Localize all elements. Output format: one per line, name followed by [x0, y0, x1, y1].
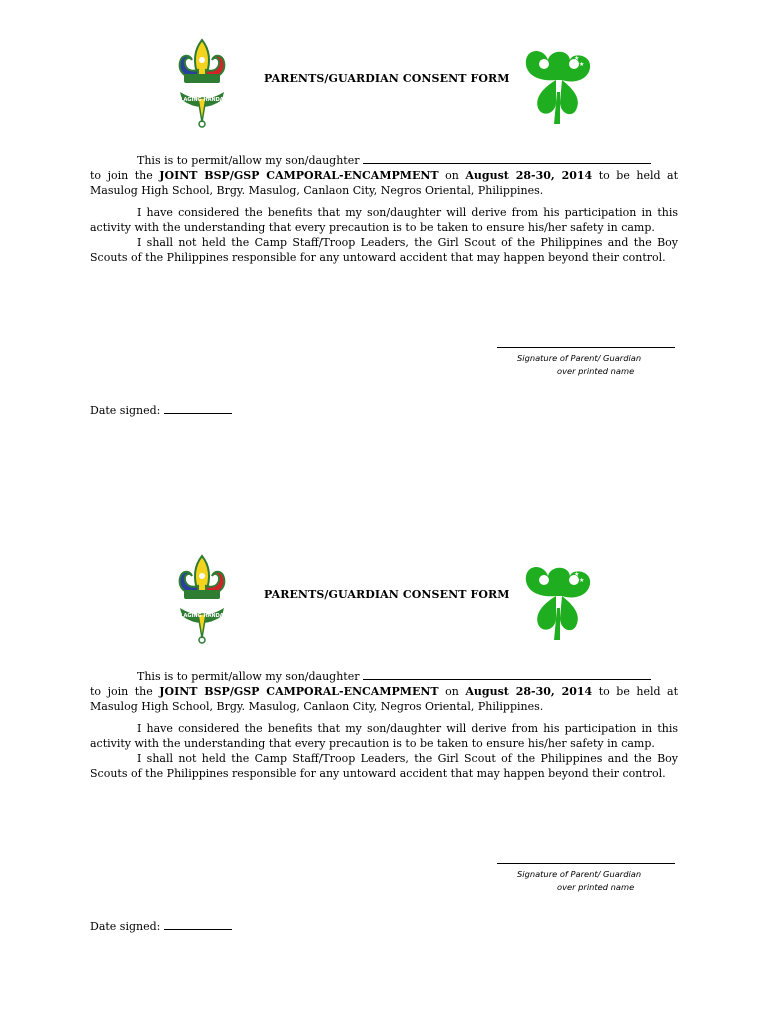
join-prefix: to join the — [90, 168, 160, 182]
signature-label-line-1: Signature of Parent/ Guardian — [517, 869, 642, 879]
svg-text:★: ★ — [579, 577, 585, 584]
svg-text:★: ★ — [579, 61, 585, 68]
date-blank[interactable] — [164, 404, 232, 414]
on-word: on — [438, 684, 466, 698]
svg-text:★: ★ — [568, 49, 574, 56]
join-prefix: to join the — [90, 684, 160, 698]
consent-form-1 — [0, 0, 768, 512]
event-dates: August 28-30, 2014 — [465, 168, 593, 182]
signature-label-line-2: over printed name — [557, 882, 635, 892]
event-name: JOINT BSP/GSP CAMPORAL-ENCAMPMENT — [159, 684, 439, 698]
date-label: Date signed: — [90, 920, 161, 933]
event-venue: to be held at Masulog High School, Brgy. Masulog, Canlaon City, Negros Oriental, Philippines. — [90, 168, 679, 197]
signature-label — [517, 868, 641, 894]
svg-text:★: ★ — [574, 571, 580, 578]
svg-text:★: ★ — [574, 55, 580, 62]
date-blank[interactable] — [164, 920, 232, 930]
form-title: PARENTS/GUARDIAN CONSENT FORM — [264, 72, 510, 85]
signature-label-line-2: over printed name — [557, 366, 635, 376]
child-name-blank[interactable] — [363, 154, 651, 164]
permit-intro: This is to permit/allow my son/daughter — [137, 670, 360, 683]
event-name: JOINT BSP/GSP CAMPORAL-ENCAMPMENT — [159, 168, 439, 182]
event-venue: to be held at Masulog High School, Brgy. Masulog, Canlaon City, Negros Oriental, Philippines. — [90, 684, 679, 713]
svg-text:★: ★ — [568, 565, 574, 572]
signature-label — [517, 352, 641, 378]
consent-form-2 — [0, 516, 768, 1028]
permit-intro: This is to permit/allow my son/daughter — [137, 154, 360, 167]
bsp-fleur-de-lis-icon — [176, 552, 228, 646]
form-title: PARENTS/GUARDIAN CONSENT FORM — [264, 588, 510, 601]
on-word: on — [438, 168, 466, 182]
date-label: Date signed: — [90, 404, 161, 417]
event-dates: August 28-30, 2014 — [465, 684, 593, 698]
child-name-blank[interactable] — [363, 670, 651, 680]
liability-paragraph: I shall not held the Camp Staff/Troop Leaders, the Girl Scout of the Philippines and the Boy Scouts of the Philippines responsible for any untoward accident that may happen beyond their control. — [90, 751, 678, 780]
benefits-paragraph: I have considered the benefits that my son/daughter will derive from his participation in this activity with the understanding that every precaution is to be taken to ensure his/her safety in camp. — [90, 722, 678, 751]
date-signed — [90, 404, 232, 417]
form-body — [90, 670, 678, 782]
form-body — [90, 154, 678, 266]
bsp-motto: LAGING HANDA — [180, 97, 224, 103]
liability-paragraph: I shall not held the Camp Staff/Troop Leaders, the Girl Scout of the Philippines and the Boy Scouts of the Philippines responsible for any untoward accident that may happen beyond their control. — [90, 235, 678, 264]
signature-line[interactable] — [497, 347, 675, 348]
gsp-trefoil-icon — [516, 42, 602, 126]
signature-line[interactable] — [497, 863, 675, 864]
signature-label-line-1: Signature of Parent/ Guardian — [517, 353, 642, 363]
bsp-motto: LAGING HANDA — [180, 613, 224, 619]
bsp-fleur-de-lis-icon — [176, 36, 228, 130]
date-signed — [90, 920, 232, 933]
benefits-paragraph: I have considered the benefits that my son/daughter will derive from his participation in this activity with the understanding that every precaution is to be taken to ensure his/her safety in camp. — [90, 206, 678, 235]
gsp-trefoil-icon — [516, 558, 602, 642]
